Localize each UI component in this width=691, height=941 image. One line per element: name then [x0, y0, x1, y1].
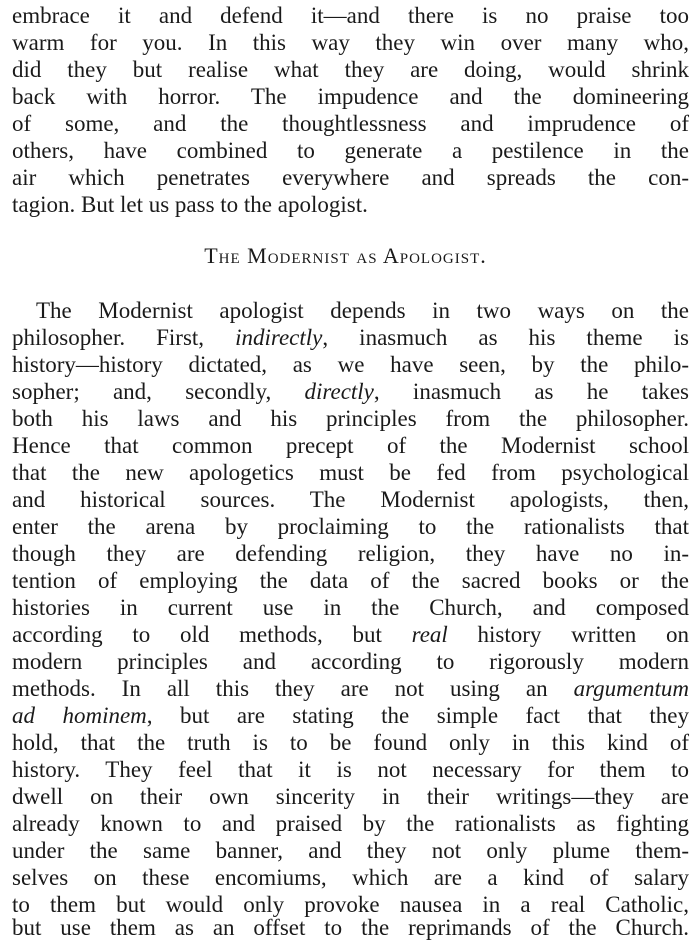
- text-line: others, have combined to generate a pestilence in the: [12, 138, 689, 163]
- text-run: philosopher. First,: [12, 325, 236, 350]
- text-line: [12, 324, 689, 351]
- text-line: history. They feel that it is not necessary for them to: [12, 757, 689, 782]
- text-line: histories in current use in the Church, and composed: [12, 595, 689, 620]
- text-line: back with horror. The impudence and the domineering: [12, 84, 689, 109]
- text-line: Hence that common precept of the Modernist school: [12, 433, 689, 458]
- text-run: methods. In all this they are not using an: [12, 676, 574, 701]
- text-line: that the new apologetics must be fed from psychological: [12, 460, 689, 485]
- text-line: selves on these encomiums, which are a kind of salary: [12, 865, 689, 890]
- text-line: embrace it and defend it—and there is no praise too: [12, 3, 689, 28]
- italic-word: argumentum: [573, 676, 689, 701]
- text-line: The Modernist apologist depends in two ways on the: [36, 298, 689, 323]
- text-line: [12, 378, 689, 405]
- text-run: , inasmuch as his theme is: [322, 325, 690, 350]
- text-line: [12, 675, 689, 702]
- text-line: and historical sources. The Modernist apologists, then,: [12, 487, 689, 512]
- text-run: according to old methods, but: [12, 622, 412, 647]
- text-line: hold, that the truth is to be found only in this kind of: [12, 730, 689, 755]
- text-run: , inasmuch as he takes: [373, 379, 690, 404]
- text-line: enter the arena by proclaiming to the rationalists that: [12, 514, 689, 539]
- text-line: though they are defending religion, they have no in-: [12, 541, 689, 566]
- section-heading: The Modernist as Apologist.: [204, 243, 487, 268]
- text-line: tention of employing the data of the sacred books or the: [12, 568, 689, 593]
- italic-word: ad hominem: [12, 703, 147, 728]
- text-line: [12, 621, 689, 648]
- text-line: both his laws and his principles from the philosopher.: [12, 406, 689, 431]
- text-run: , but are stating the simple fact that they: [146, 703, 689, 728]
- text-run: history written on: [447, 622, 689, 647]
- text-line: but use them as an offset to the reprimands of the Church.: [12, 915, 689, 940]
- text-line: dwell on their own sincerity in their writings—they are: [12, 784, 689, 809]
- text-line: to them but would only provoke nausea in a real Catholic,: [12, 892, 689, 917]
- italic-word: real: [411, 622, 448, 647]
- text-line: warm for you. In this way they win over many who,: [12, 30, 689, 55]
- text-line: air which penetrates everywhere and spreads the con-: [12, 165, 689, 190]
- text-line: did they but realise what they are doing, would shrink: [12, 57, 689, 82]
- text-line: [12, 702, 689, 729]
- text-run: sopher; and, secondly,: [12, 379, 305, 404]
- text-line: already known to and praised by the rationalists as fighting: [12, 811, 689, 836]
- text-line: under the same banner, and they not only plume them-: [12, 838, 689, 863]
- italic-word: indirectly: [235, 325, 323, 350]
- text-line: modern principles and according to rigorously modern: [12, 649, 689, 674]
- text-line: tagion. But let us pass to the apologist.: [12, 192, 368, 217]
- text-line: of some, and the thoughtlessness and imprudence of: [12, 111, 689, 136]
- text-line: history—history dictated, as we have seen, by the philo-: [12, 352, 689, 377]
- italic-word: directly: [304, 379, 374, 404]
